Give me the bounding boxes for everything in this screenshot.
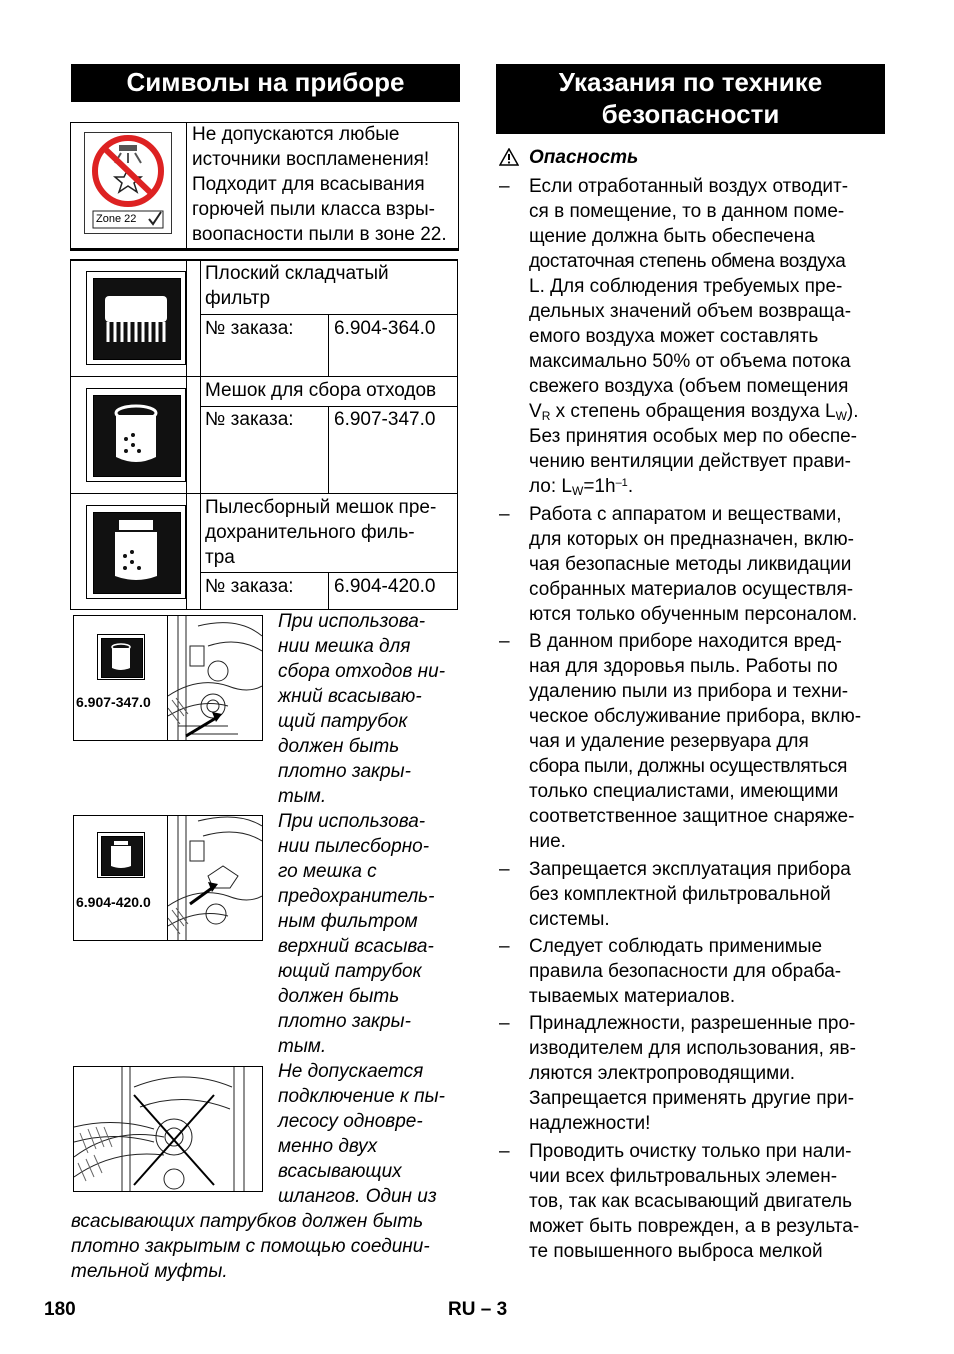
bullet-dash: – xyxy=(499,176,510,197)
row1-order-label: № заказа: xyxy=(205,318,294,339)
figure3-caption: Не допускается подключение к пы- лесосу одновре- менно двух всасывающих шлангов. Один из xyxy=(278,1061,445,1207)
flat-filter-icon-frame xyxy=(86,271,186,365)
figure1-bag-icon xyxy=(97,634,145,680)
figure1-label: 6.907-347.0 xyxy=(76,694,151,710)
safety-item-7: Проводить очистку только при нали- чии всех фильтровальных элемен- тов, так как всасывающий двигатель может быть поврежден, а в результа- те повышенного выброса мелкой xyxy=(529,1141,860,1262)
no-ignition-symbol xyxy=(84,132,172,234)
two-hoses-crossed-drawing xyxy=(74,1067,262,1191)
safety-item-3: В данном приборе находится вред- ная для здоровья пыль. Работы по удалению пыли из прибора и техни- ческое обслуживание прибора, вклю- чая и удаление резервуара для сбора пыли, должны осуществляться только специалистами, имеющими соответственное защитное снаряже- ние. xyxy=(529,631,862,852)
ignition-text: Не допускаются любые источники воспламенения! Подходит для всасывания горючей пыли класса взры- воопасности пыли в зоне 22. xyxy=(192,124,447,245)
safety-item-5: Следует соблюдать применимые правила безопасности для обраба- тываемых материалов. xyxy=(529,936,842,1007)
waste-bag-icon xyxy=(93,395,179,475)
warning-triangle-icon xyxy=(499,148,519,166)
row3-title: Пылесборный мешок пре- дохранительного филь- тра xyxy=(205,497,437,568)
bullet-dash: – xyxy=(499,1013,510,1034)
page-number: 180 xyxy=(44,1299,76,1320)
formula-line: $V_R$ x степень обращения воздуха $L_W$). xyxy=(529,401,859,423)
section-label: RU – 3 xyxy=(448,1299,508,1320)
filter-bag-icon xyxy=(93,512,179,592)
figure1-caption: При использова- нии мешка для сбора отходов ни- жний всасываю- щий патрубок должен быть плотно закры- тым. xyxy=(278,611,446,807)
row1-order-number: 6.904-364.0 xyxy=(334,318,436,339)
row2-title: Мешок для сбора отходов xyxy=(205,380,437,401)
figure2-bag-icon xyxy=(97,832,145,878)
row1-title: Плоский складчатый фильтр xyxy=(205,263,389,309)
suction-port-drawing xyxy=(168,616,262,740)
waste-bag-icon-frame xyxy=(86,388,186,482)
row2-order-label: № заказа: xyxy=(205,409,294,430)
right-heading: Указания по технике безопасности xyxy=(496,64,885,134)
row3-order-label: № заказа: xyxy=(205,576,294,597)
figure2-label: 6.904-420.0 xyxy=(76,894,151,910)
row3-order-number: 6.904-420.0 xyxy=(334,576,436,597)
safety-item-2: Работа с аппаратом и веществами, для которых он предназначен, вклю- чая безопасные методы ликвидации собранных материалов осуществля- ются только обученным персоналом. xyxy=(529,504,858,625)
safety-item-6: Принадлежности, разрешенные про- изводителем для использования, яв- ляются электропроводящими. Запрещается применять другие при- надлежности! xyxy=(529,1013,856,1134)
row2-order-number: 6.907-347.0 xyxy=(334,409,436,430)
safety-item-1: Если отработанный воздух отводит- ся в помещение, то в данном поме- щение должна быть обеспечена достаточная степень обмена воздуха L. Для соблюдения требуемых пре- дельных значений объем возвраща- емого воздуха может составлять максимально 50% от объема потока свежего воздуха (объем помещения $V_R$ x степень обращения воздуха $L_W$). Без принятия особых мер по обеспе- чению вентиляции действует прави- ло: $L_W=1h^{-1}$. xyxy=(529,174,889,499)
bullet-dash: – xyxy=(499,859,510,880)
figure2-caption: При использова- нии пылесборно- го мешка с предохранитель- ным фильтром верхний всасыва- ющий патрубок должен быть плотно закры- тым. xyxy=(278,811,435,1057)
bullet-dash: – xyxy=(499,1141,510,1162)
safety-item-4: Запрещается эксплуатация прибора без комплектной фильтровальной системы. xyxy=(529,859,851,930)
zone-label: Zone 22 xyxy=(96,213,137,225)
left-heading: Символы на приборе xyxy=(71,64,460,102)
bullet-dash: – xyxy=(499,631,510,652)
bullet-dash: – xyxy=(499,936,510,957)
filter-bag-icon-frame xyxy=(86,505,186,599)
bullet-dash: – xyxy=(499,504,510,525)
upper-port-drawing xyxy=(168,816,262,940)
pleated-filter-icon xyxy=(93,278,179,358)
rule-line: ло: $L_W=1h^{-1}$. xyxy=(529,476,634,498)
figure3-caption-continued: всасывающих патрубков должен быть плотно закрытым с помощью соедини- тельной муфты. xyxy=(71,1211,430,1282)
